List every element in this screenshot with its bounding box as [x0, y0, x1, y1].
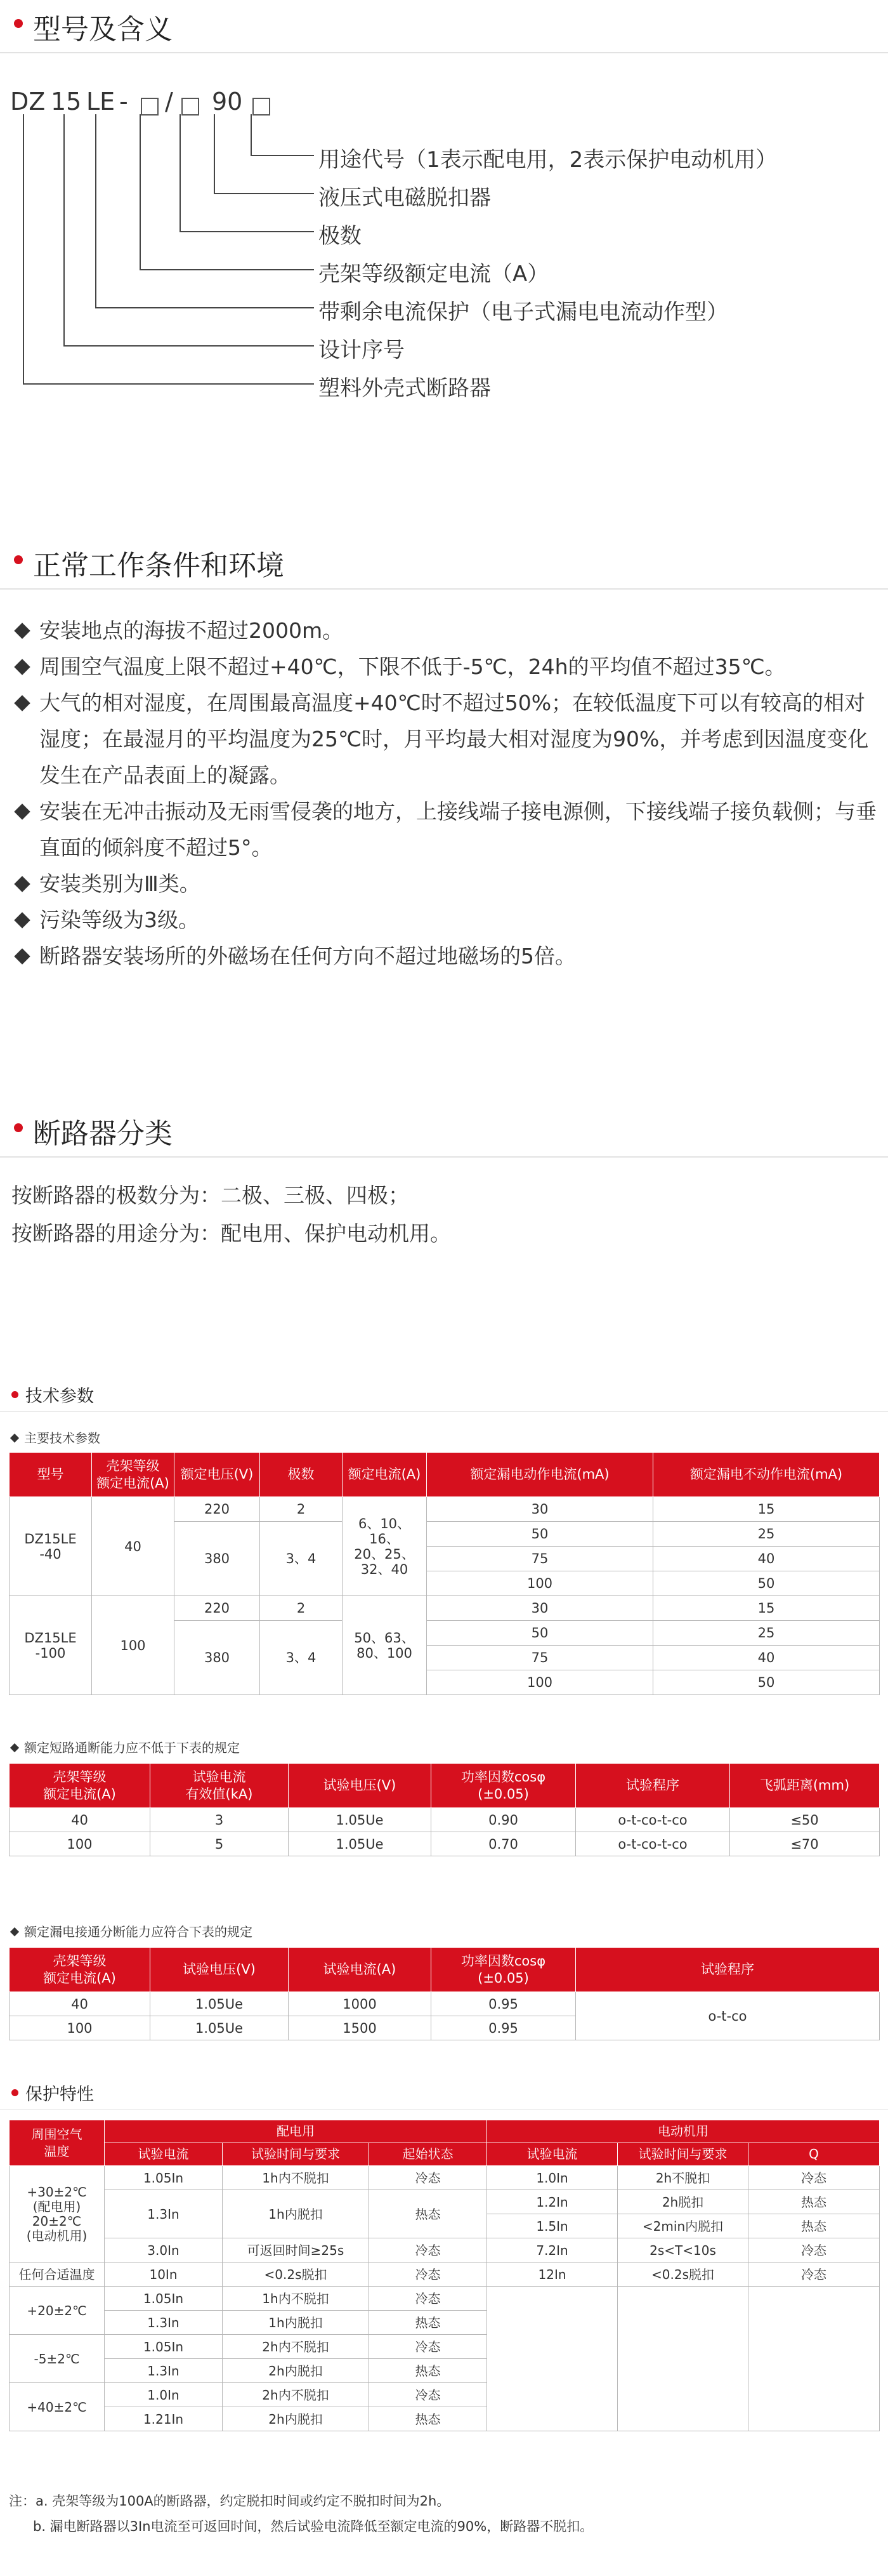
- table-cell: 100: [427, 1670, 653, 1695]
- section-title: 正常工作条件和环境: [33, 550, 284, 582]
- table-cell: 0.95: [431, 2016, 576, 2040]
- table-cell: 1.0In: [105, 2383, 223, 2407]
- table-cell: 50: [427, 1522, 653, 1547]
- header-cell: 试验电流 有效值(kA): [150, 1764, 289, 1808]
- model-label: 设计序号: [318, 338, 405, 363]
- table-cell: 1.05Ue: [150, 1992, 289, 2016]
- table-row: [10, 2166, 880, 2190]
- table-cell: o-t-co-t-co: [576, 1832, 730, 1856]
- divider: [0, 1156, 888, 1158]
- table-caption: 额定漏电接通分断能力应符合下表的规定: [11, 1922, 252, 1940]
- diamond-bullet-icon: [14, 623, 30, 638]
- table-cell: 2h内脱扣: [223, 2359, 369, 2383]
- table-cell: [487, 2287, 618, 2431]
- table-cell: 冷态: [369, 2238, 487, 2262]
- table-cell: 3、4: [260, 1522, 343, 1596]
- table-cell: 100: [92, 1596, 174, 1695]
- conditions-list: [11, 612, 880, 974]
- header-cell: 试验电压(V): [289, 1764, 431, 1808]
- table-cell: 75: [427, 1646, 653, 1670]
- table-cell: 12In: [487, 2262, 618, 2287]
- header-cell: 周围空气 温度: [10, 2120, 105, 2166]
- table-header-row: [10, 2143, 880, 2166]
- subsection-title: 技术参数: [25, 1387, 94, 1406]
- connector-line: [23, 114, 314, 385]
- table-caption: 主要技术参数: [11, 1428, 100, 1446]
- table-cell: 100: [10, 1832, 150, 1856]
- list-item: 安装类别为Ⅲ类。: [11, 866, 880, 902]
- table-cell: 2h脱扣: [618, 2190, 748, 2214]
- table-cell: 25: [653, 1621, 880, 1646]
- table-cell: 50: [427, 1621, 653, 1646]
- table-cell: 40: [653, 1547, 880, 1571]
- header-cell: 额定漏电动作电流(mA): [427, 1453, 653, 1497]
- header-cell: 额定漏电不动作电流(mA): [653, 1453, 880, 1497]
- table-cell: 2h内脱扣: [223, 2407, 369, 2431]
- model-label: 带剩余电流保护（电子式漏电电流动作型）: [318, 300, 728, 325]
- table-row: [10, 1596, 880, 1621]
- list-item: 周围空气温度上限不超过+40℃，下限不低于-5℃，24h的平均值不超过35℃。: [11, 649, 880, 685]
- diamond-bullet-icon: [10, 1743, 19, 1752]
- table-cell: o-t-co-t-co: [576, 1808, 730, 1832]
- table-cell: 50、63、 80、100: [343, 1596, 427, 1695]
- table-cell: 100: [10, 2016, 150, 2040]
- table-cell: 1500: [289, 2016, 431, 2040]
- table-cell: 100: [427, 1571, 653, 1596]
- header-cell: Q: [748, 2143, 880, 2166]
- section-title: 型号及含义: [33, 13, 173, 46]
- note-b: b. 漏电断路器以3In电流至可返回时间，然后试验电流降低至额定电流的90%，断路器不脱扣。: [33, 2519, 594, 2534]
- table-cell: 380: [174, 1621, 260, 1695]
- table-cell: [618, 2287, 748, 2431]
- code-part: /: [165, 88, 173, 116]
- table-cell: 40: [10, 1992, 150, 2016]
- table-header-row: [10, 1453, 880, 1497]
- table-cell: 1.05In: [105, 2287, 223, 2311]
- table-cell: 0.90: [431, 1808, 576, 1832]
- model-label: 极数: [318, 223, 362, 249]
- model-label: 壳架等级额定电流（A）: [318, 261, 549, 287]
- table-row: [10, 2238, 880, 2262]
- table-row: [10, 1992, 880, 2016]
- leakage-table: [9, 1947, 880, 2040]
- table-cell: 1000: [289, 1992, 431, 2016]
- table-cell: 380: [174, 1522, 260, 1596]
- header-cell: 飞弧距离(mm): [730, 1764, 880, 1808]
- table-cell: <0.2s脱扣: [223, 2262, 369, 2287]
- table-cell: 3.0In: [105, 2238, 223, 2262]
- table-cell: -5±2℃: [10, 2335, 105, 2383]
- table-cell: 1.0In: [487, 2166, 618, 2190]
- header-cell: 型号: [10, 1453, 92, 1497]
- table-cell: 热态: [369, 2359, 487, 2383]
- table-cell: 1.05In: [105, 2166, 223, 2190]
- code-part: -: [119, 88, 128, 116]
- table-cell: 1.3In: [105, 2190, 223, 2238]
- table-cell: 40: [653, 1646, 880, 1670]
- code-part: DZ: [10, 88, 46, 116]
- table-cell: 热态: [369, 2311, 487, 2335]
- header-cell: 壳架等级 额定电流(A): [92, 1453, 174, 1497]
- header-cell: 壳架等级 额定电流(A): [10, 1948, 150, 1992]
- table-row: [10, 2287, 880, 2311]
- table-cell: 热态: [369, 2407, 487, 2431]
- header-cell: 试验时间与要求: [223, 2143, 369, 2166]
- table-cell: 10In: [105, 2262, 223, 2287]
- diamond-bullet-icon: [14, 876, 30, 892]
- table-cell: 1.05Ue: [150, 2016, 289, 2040]
- table-cell: 50: [653, 1670, 880, 1695]
- note-a: 注：a. 壳架等级为100A的断路器，约定脱扣时间或约定不脱扣时间为2h。: [9, 2493, 450, 2509]
- table-cell: 冷态: [369, 2335, 487, 2359]
- header-cell: 电动机用: [487, 2120, 880, 2143]
- diamond-bullet-icon: [14, 912, 30, 928]
- header-cell: 极数: [260, 1453, 343, 1497]
- table-cell: 0.95: [431, 1992, 576, 2016]
- table-cell: 3: [150, 1808, 289, 1832]
- header-cell: 额定电压(V): [174, 1453, 260, 1497]
- table-cell: 可返回时间≥25s: [223, 2238, 369, 2262]
- table-cell: <0.2s脱扣: [618, 2262, 748, 2287]
- list-item: 大气的相对湿度，在周围最高温度+40℃时不超过50%；在较低温度下可以有较高的相对湿度；在最湿月的平均温度为25℃时，月平均最大相对湿度为90%，并考虑到因温度变化发生在产品表面上的凝露。: [11, 685, 880, 793]
- header-cell: 功率因数cosφ (±0.05): [431, 1764, 576, 1808]
- main-params-table: [9, 1452, 880, 1695]
- section-bullet-icon: [14, 1123, 23, 1132]
- table-cell: 2h不脱扣: [618, 2166, 748, 2190]
- table-header-row: [10, 1948, 880, 1992]
- table-cell: 冷态: [369, 2262, 487, 2287]
- table-cell: 30: [427, 1497, 653, 1522]
- subsection-title: 保护特性: [25, 2085, 94, 2104]
- table-cell: 1.21In: [105, 2407, 223, 2431]
- table-cell: 1.05Ue: [289, 1832, 431, 1856]
- header-cell: 功率因数cosφ (±0.05): [431, 1948, 576, 1992]
- short-circuit-table: [9, 1763, 880, 1856]
- table-cell: 1.05In: [105, 2335, 223, 2359]
- table-cell: 2: [260, 1497, 343, 1522]
- table-cell: 冷态: [748, 2166, 880, 2190]
- header-cell: 试验电流: [487, 2143, 618, 2166]
- table-cell: 220: [174, 1497, 260, 1522]
- diamond-bullet-icon: [10, 1927, 19, 1936]
- table-cell: 30: [427, 1596, 653, 1621]
- table-cell: 5: [150, 1832, 289, 1856]
- section-bullet-icon: [14, 19, 23, 28]
- table-cell: 1.3In: [105, 2359, 223, 2383]
- model-label: 液压式电磁脱扣器: [318, 185, 491, 211]
- model-label: 塑料外壳式断路器: [318, 376, 491, 401]
- table-row: [10, 1832, 880, 1856]
- section-title: 断路器分类: [33, 1118, 173, 1150]
- code-part: LE: [86, 88, 115, 116]
- table-cell: ≤70: [730, 1832, 880, 1856]
- table-cell: 25: [653, 1522, 880, 1547]
- table-cell: 1.3In: [105, 2311, 223, 2335]
- header-cell: 额定电流(A): [343, 1453, 427, 1497]
- table-cell: 热态: [369, 2190, 487, 2238]
- divider: [0, 52, 888, 53]
- table-cell: DZ15LE -40: [10, 1497, 92, 1596]
- header-cell: 试验程序: [576, 1764, 730, 1808]
- table-caption: 额定短路通断能力应不低于下表的规定: [11, 1738, 240, 1756]
- divider: [0, 588, 888, 590]
- table-row: [10, 2190, 880, 2214]
- table-cell: 1.5In: [487, 2214, 618, 2238]
- header-cell: 起始状态: [369, 2143, 487, 2166]
- list-item: 断路器安装场所的外磁场在任何方向不超过地磁场的5倍。: [11, 938, 880, 974]
- table-header-row: [10, 2120, 880, 2143]
- diamond-bullet-icon: [14, 695, 30, 711]
- table-cell: 220: [174, 1596, 260, 1621]
- section-bullet-icon: [14, 555, 23, 564]
- table-cell: 2h内不脱扣: [223, 2335, 369, 2359]
- table-cell: 冷态: [369, 2287, 487, 2311]
- table-row: [10, 1497, 880, 1522]
- table-cell: 冷态: [748, 2262, 880, 2287]
- header-cell: 试验电压(V): [150, 1948, 289, 1992]
- diamond-bullet-icon: [14, 659, 30, 675]
- code-part: 15: [51, 88, 82, 116]
- list-item: 安装在无冲击振动及无雨雪侵袭的地方，上接线端子接电源侧，下接线端子接负载侧；与垂直面的倾斜度不超过5°。: [11, 793, 880, 866]
- table-cell: 7.2In: [487, 2238, 618, 2262]
- table-cell: 1h内不脱扣: [223, 2287, 369, 2311]
- table-cell: 2h内不脱扣: [223, 2383, 369, 2407]
- list-item: 污染等级为3级。: [11, 902, 880, 938]
- table-cell: 6、10、16、 20、25、 32、40: [343, 1497, 427, 1596]
- table-row: [10, 1808, 880, 1832]
- code-part: 90: [212, 88, 243, 116]
- table-cell: 任何合适温度: [10, 2262, 105, 2287]
- table-cell: 2: [260, 1596, 343, 1621]
- table-cell: 热态: [748, 2190, 880, 2214]
- table-cell: <2min内脱扣: [618, 2214, 748, 2238]
- header-cell: 试验时间与要求: [618, 2143, 748, 2166]
- list-item: 安装地点的海拔不超过2000m。: [11, 612, 880, 649]
- section-bullet-icon: [11, 2089, 18, 2096]
- table-header-row: [10, 1764, 880, 1808]
- table-cell: 1h内脱扣: [223, 2311, 369, 2335]
- classification-line: 按断路器的用途分为：配电用、保护电动机用。: [11, 1221, 451, 1246]
- table-cell: [748, 2287, 880, 2431]
- table-cell: +40±2℃: [10, 2383, 105, 2431]
- diamond-bullet-icon: [14, 803, 30, 819]
- model-label: 用途代号（1表示配电用，2表示保护电动机用）: [318, 147, 778, 173]
- table-cell: 15: [653, 1596, 880, 1621]
- table-cell: 1h内不脱扣: [223, 2166, 369, 2190]
- table-cell: +30±2℃ (配电用) 20±2℃ (电动机用): [10, 2166, 105, 2262]
- table-cell: o-t-co: [576, 1992, 880, 2040]
- table-cell: DZ15LE -100: [10, 1596, 92, 1695]
- header-cell: 试验电流(A): [289, 1948, 431, 1992]
- table-cell: 冷态: [369, 2166, 487, 2190]
- table-cell: 2s<T<10s: [618, 2238, 748, 2262]
- table-cell: 15: [653, 1497, 880, 1522]
- table-cell: 75: [427, 1547, 653, 1571]
- diamond-bullet-icon: [10, 1434, 19, 1443]
- table-cell: 40: [10, 1808, 150, 1832]
- table-cell: 0.70: [431, 1832, 576, 1856]
- table-cell: 冷态: [748, 2238, 880, 2262]
- table-cell: 热态: [748, 2214, 880, 2238]
- table-cell: 1.2In: [487, 2190, 618, 2214]
- diamond-bullet-icon: [14, 948, 30, 964]
- table-cell: 1h内脱扣: [223, 2190, 369, 2238]
- table-cell: +20±2℃: [10, 2287, 105, 2335]
- header-cell: 壳架等级 额定电流(A): [10, 1764, 150, 1808]
- table-cell: 40: [92, 1497, 174, 1596]
- table-cell: ≤50: [730, 1808, 880, 1832]
- divider: [0, 1411, 888, 1412]
- header-cell: 试验电流: [105, 2143, 223, 2166]
- header-cell: 配电用: [105, 2120, 487, 2143]
- table-cell: 50: [653, 1571, 880, 1596]
- table-row: [10, 2262, 880, 2287]
- section-bullet-icon: [11, 1391, 18, 1398]
- table-cell: 1.05Ue: [289, 1808, 431, 1832]
- header-cell: 试验程序: [576, 1948, 880, 1992]
- table-cell: 冷态: [369, 2383, 487, 2407]
- protection-table: [9, 2120, 880, 2431]
- table-cell: 3、4: [260, 1621, 343, 1695]
- classification-line: 按断路器的极数分为：二极、三极、四极；: [11, 1183, 409, 1208]
